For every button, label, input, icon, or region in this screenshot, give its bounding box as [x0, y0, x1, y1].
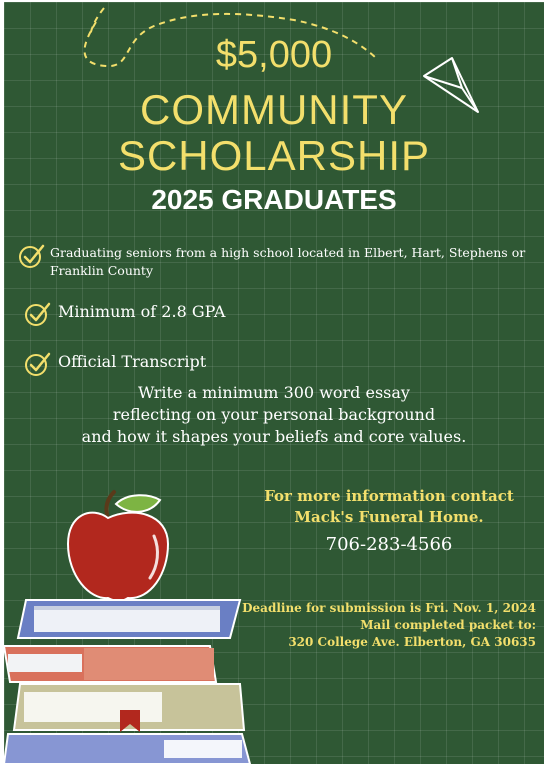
- essay-line: and how it shapes your beliefs and core values.: [81, 427, 467, 446]
- mail-address: 320 College Ave. Elberton, GA 30635: [288, 635, 536, 649]
- deadline-info: [240, 600, 536, 651]
- check-circle-icon: [24, 300, 52, 328]
- scholarship-flyer: [4, 2, 544, 764]
- contact-phone: 706-283-4566: [325, 534, 453, 555]
- essay-instructions: [24, 382, 524, 448]
- title-line-1: COMMUNITY: [140, 86, 408, 133]
- book-icon: [14, 684, 244, 732]
- deadline-date: Deadline for submission is Fri. Nov. 1, 2024: [242, 601, 536, 615]
- book-icon: [4, 734, 250, 764]
- requirement-text: Minimum of 2.8 GPA: [58, 302, 226, 321]
- apple-icon: [68, 492, 168, 601]
- check-circle-icon: [18, 242, 46, 270]
- contact-info: [234, 486, 544, 528]
- mail-instruction: Mail completed packet to:: [360, 618, 536, 632]
- requirement-text: Official Transcript: [58, 352, 207, 371]
- contact-name: Mack's Funeral Home.: [294, 508, 484, 526]
- scholarship-amount: $5,000: [215, 34, 333, 76]
- requirement-text: Graduating seniors from a high school located in Elbert, Hart, Stephens or Franklin County: [50, 245, 526, 278]
- graduates-year: 2025 GRADUATES: [151, 184, 397, 215]
- book-icon: [18, 600, 240, 638]
- book-stack-illustration: [4, 488, 254, 764]
- check-circle-icon: [24, 350, 52, 378]
- essay-line: Write a minimum 300 word essay: [138, 383, 410, 402]
- book-icon: [4, 646, 216, 682]
- contact-line: For more information contact: [264, 487, 514, 505]
- essay-line: reflecting on your personal background: [112, 405, 436, 424]
- title-line-2: SCHOLARSHIP: [117, 132, 431, 179]
